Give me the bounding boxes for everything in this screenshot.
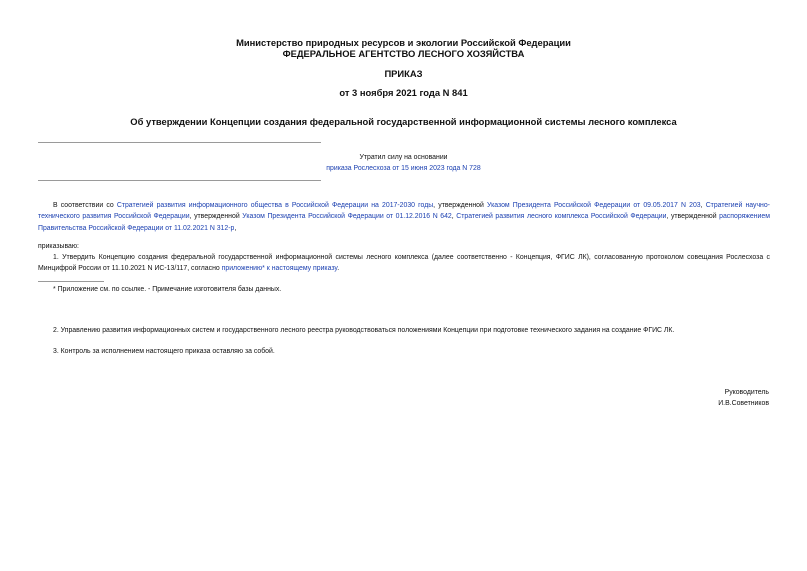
document-date-number: от 3 ноября 2021 года N 841: [339, 87, 468, 98]
footnote-text: * Приложение см. по ссылке. - Примечание изготовителя базы данных.: [53, 286, 282, 293]
status-note-label: Утратил силу на основании: [359, 154, 448, 161]
sci-tech-strategy-link[interactable]: Стратегией научно-технического развития Российской Федерации: [38, 202, 770, 221]
signature-name: И.В.Советников: [718, 400, 769, 407]
order-item-1: 1. Утвердить Концепцию создания федеральной государственной информационной системы лесного комплекса (далее соответственно - Концепция, ФГИС ЛК), согласованную протоколом совещания Рослесхоза с Минцифрой России от 11.10.2021 N ИС-13/117, согласно приложению* к настоящему приказу.: [38, 254, 770, 273]
document-subject: Об утверждении Концепции создания федеральной государственной информационной системы лесного комплекса: [130, 116, 677, 127]
decree-203-link[interactable]: Указом Президента Российской Федерации от 09.05.2017 N 203: [487, 202, 701, 209]
separator-line-top: [38, 142, 321, 143]
preamble-paragraph: В соответствии со Стратегией развития информационного общества в Российской Федерации на 2017-2030 годы, утвержденной Указом Президента Российской Федерации от 09.05.2017 N 203, Стратегией научно-технического развития Российской Федерации, утвержденной Указом Президента Российской Федерации от 01.12.2016 N 642, Стратегией развития лесного комплекса Российской Федерации, утвержденной распоряжением Правительства Российской Федерации от 11.02.2021 N 312-р,: [38, 202, 770, 232]
document-type: ПРИКАЗ: [384, 68, 423, 79]
orders-word: приказываю:: [38, 243, 79, 250]
info-society-strategy-link[interactable]: Стратегией развития информационного общества в Российской Федерации на 2017-2030 годы: [116, 202, 434, 209]
appendix-link[interactable]: приложению* к настоящему приказу: [221, 265, 338, 273]
repeal-order-link[interactable]: приказа Рослесхоза от 15 июня 2023 года N 728: [326, 165, 481, 172]
separator-line-bottom: [38, 180, 321, 181]
agency-name: ФЕДЕРАЛЬНОЕ АГЕНТСТВО ЛЕСНОГО ХОЗЯЙСТВА: [282, 48, 525, 59]
ministry-name: Министерство природных ресурсов и экологии Российской Федерации: [236, 37, 571, 48]
order-item-2: 2. Управлению развития информационных систем и государственного лесного реестра руководствоваться положениями Концепции при подготовке технического задания на создание ФГИС ЛК.: [53, 327, 675, 334]
government-order-312-link[interactable]: распоряжением Правительства Российской Федерации от 11.02.2021 N 312-р: [38, 213, 770, 232]
order-item-3: 3. Контроль за исполнением настоящего приказа оставляю за собой.: [53, 348, 275, 355]
status-note-link-row: [0, 163, 807, 174]
footnote-separator: [38, 281, 104, 282]
decree-642-link[interactable]: Указом Президента Российской Федерации от 01.12.2016 N 642: [242, 213, 452, 221]
forest-strategy-link[interactable]: Стратегией развития лесного комплекса Российской Федерации: [456, 213, 667, 221]
signature-title: Руководитель: [724, 389, 769, 396]
